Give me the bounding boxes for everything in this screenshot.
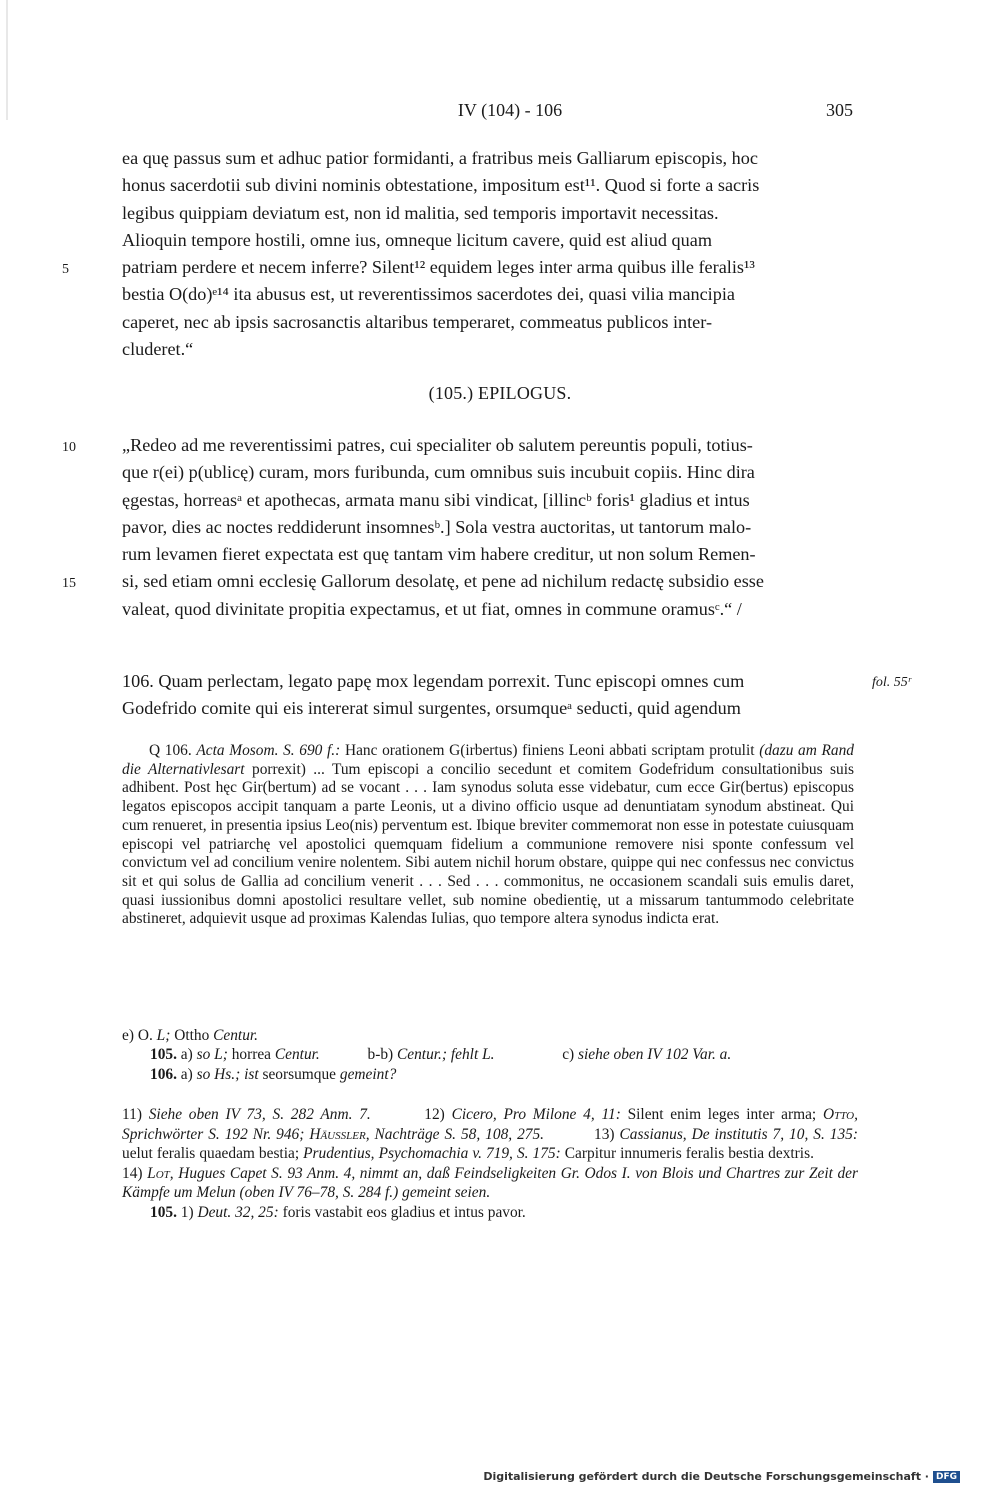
variant-label: e)	[122, 1027, 134, 1044]
text-line: caperet, nec ab ipsis sacrosanctis altaribus temperaret, commeatus publicos inter-	[122, 311, 713, 332]
variant-apparatus	[122, 1026, 854, 1084]
variant-note: siehe oben IV 102 Var. a.	[578, 1046, 732, 1064]
text-line: Godefrido comite qui eis intererat simul surgentes, orsumqueᵃ seducti, quid agendum	[122, 698, 741, 719]
source-label: Q 106.	[149, 742, 192, 759]
variant-reading: O.	[137, 1027, 153, 1044]
text-line: ęgestas, horreasᵃ et apothecas, armata manu sibi vindicat, [illincᵇ foris¹ gladius et intus	[122, 489, 750, 510]
text-line: si, sed etiam omni ecclesię Gallorum desolatę, et pene ad nichilum redactę subsidio esse	[122, 571, 764, 592]
text-line: rum levamen fieret expectata est quę tantam vim habere creditur, ut non solum Remen-	[122, 544, 756, 565]
main-text-block-3	[122, 668, 854, 723]
variant-row	[122, 1045, 854, 1064]
text-line-with-number	[62, 568, 854, 595]
folio-marker: fol. 55ʳ	[872, 675, 911, 690]
line-number: 5	[62, 262, 69, 278]
line-number: 10	[62, 440, 76, 455]
variant-label: a)	[180, 1046, 193, 1064]
text-line: 106. Quam perlectam, legato papę mox legendam porrexit. Tunc episcopi omnes cum	[122, 671, 745, 691]
text-line: legibus quippiam deviatum est, non id malitia, sed temporis importavit necessitas.	[122, 202, 719, 223]
line-number: 15	[62, 576, 76, 592]
variant-source: Centur.	[213, 1027, 259, 1044]
source-note: (dazu am Rand die Alternativlesart	[122, 742, 855, 778]
text-line: honus sacerdotii sub divini nominis obtestatione, impositum est¹¹. Quod si forte a sacris	[122, 175, 760, 196]
text-line: patriam perdere et necem inferre? Silent¹² equidem leges inter arma quibus ille feralis¹³	[122, 257, 755, 278]
page-number: 305	[826, 100, 853, 120]
variant-source: so L;	[196, 1046, 228, 1064]
source-note-word: porrexit)	[252, 760, 306, 778]
text-line: valeat, quod divinitate propitia expectamus, et ut fiat, omnes in commune oramusᶜ.“ /	[122, 598, 742, 619]
footer-text: Digitalisierung gefördert durch die Deutsche Forschungsgemeinschaft ·	[483, 1470, 929, 1483]
main-text-block-1	[62, 145, 854, 363]
text-line: cluderet.“	[122, 339, 194, 360]
variant-reading: Ottho	[174, 1027, 210, 1044]
variant-row	[122, 1026, 854, 1045]
text-line: que r(ei) p(ublicę) curam, mors furibunda, cum omnibus suis incubuit copiis. Hinc dira	[122, 462, 755, 483]
source-apparatus	[122, 742, 854, 929]
source-reference: Acta Mosom. S. 690 f.:	[196, 742, 341, 759]
text-line: ea quę passus sum et adhuc patior formidanti, a fratribus meis Galliarum episcopis, hoc	[122, 148, 758, 168]
footnote-11: 11) Siehe oben IV 73, S. 282 Anm. 7.	[122, 1106, 371, 1123]
variant-source: Centur.; fehlt L.	[397, 1046, 495, 1064]
footnote-105-1: 105. 1) Deut. 32, 25: foris vastabit eos gladius et intus pavor.	[150, 1203, 526, 1221]
variant-chapter-number: 105.	[150, 1046, 177, 1064]
text-line: Alioquin tempore hostili, omne ius, omneque licitum cavere, quid est aliud quam	[122, 229, 712, 250]
footnotes	[122, 1105, 858, 1223]
main-text-block-2	[62, 432, 854, 623]
variant-reading: horrea	[231, 1046, 272, 1064]
variant-label: b-b)	[367, 1046, 394, 1064]
text-line-with-number	[62, 432, 854, 459]
running-head	[0, 100, 1000, 130]
source-text: ... Tum episcopi a concilio secedunt et comitem Godefridum consultationibus suis adhibent. Post hęc Gir(bertum) ad se vocant . . . Iam synodus soluta esse videbatur, cum ecce Gir(bertus) episcopus legatos episcopos accipit tanquam a parte Leonis, ut a divino officio usque ad denuntiatam synodum abstineat. Qui cum renueret, in presentia ipsius Leo(nis) perventum est. Ibique breviter commemorat non esse in potestate cuiusquam episcopi vel patriarchę vel apostolici quemquam fidelium a communione removere nisi sponte confessum vel convictum vel ad concilium venire nolentem. Sibi autem nichil horum obstare, quippe qui nec confessus nec convictus sit et qui solus de Gallia ad concilium venerit . . . Sed . . . commonitus, ne occasionem scandali suis emulis daret, quasi iussionibus domni apostolici resultare vellet, sub nomine obedientię, ut a missarum tantummodo celebritate abstineret, adquievit usque ad proximas Kalendas Iulias, quo tempore altera synodus indicta erat.	[122, 760, 854, 928]
footnote-13: 13) Cassianus, De institutis 7, 10, S. 135: uelut feralis quaedam bestia; Prudentius, Psychomachia v. 719, S. 175: Carpitur innumeris feralis bestia dextris.	[122, 1125, 858, 1163]
variant-label: a)	[180, 1065, 193, 1083]
variant-note: gemeint?	[339, 1065, 397, 1083]
text-line: bestia O(do)ᵉ¹⁴ ita abusus est, ut reverentissimos sacerdotes dei, quasi vilia mancipia	[122, 284, 735, 305]
footer-credit	[483, 1470, 960, 1483]
running-title: IV (104) - 106	[457, 100, 563, 120]
variant-reading: seorsumque	[262, 1065, 337, 1083]
source-text: Hanc orationem G(irbertus) finiens Leoni abbati scriptam protulit	[344, 742, 755, 759]
variant-source: so Hs.; ist	[196, 1065, 259, 1083]
section-heading: (105.) EPILOGUS.	[428, 383, 572, 403]
text-line: pavor, dies ac noctes reddiderunt insomnesᵇ.] Sola vestra auctoritas, ut tantorum malo-	[122, 516, 752, 537]
variant-chapter-number: 106.	[150, 1065, 177, 1083]
variant-label: c)	[562, 1046, 575, 1064]
variant-source: L;	[156, 1027, 171, 1044]
footnote-12: 12) Cicero, Pro Milone 4, 11: Silent enim leges inter arma; Otto, Sprichwörter S. 192 Nr. 946; Häussler, Nachträge S. 58, 108, 275.	[122, 1106, 858, 1143]
footnote-14: 14) Lot, Hugues Capet S. 93 Anm. 4, nimmt an, daß Feindseligkeiten Gr. Odos I. von Blois und Chartres zur Zeit der Kämpfe um Melun (oben IV 76–78, S. 284 f.) gemeint seien.	[122, 1164, 858, 1202]
dfg-logo: DFG	[933, 1471, 960, 1483]
variant-source: Centur.	[274, 1046, 320, 1064]
variant-row	[122, 1065, 854, 1084]
text-line-with-number	[62, 254, 854, 281]
text-line: „Redeo ad me reverentissimi patres, cui specialiter ob salutem pereuntis populi, totius-	[122, 435, 753, 455]
